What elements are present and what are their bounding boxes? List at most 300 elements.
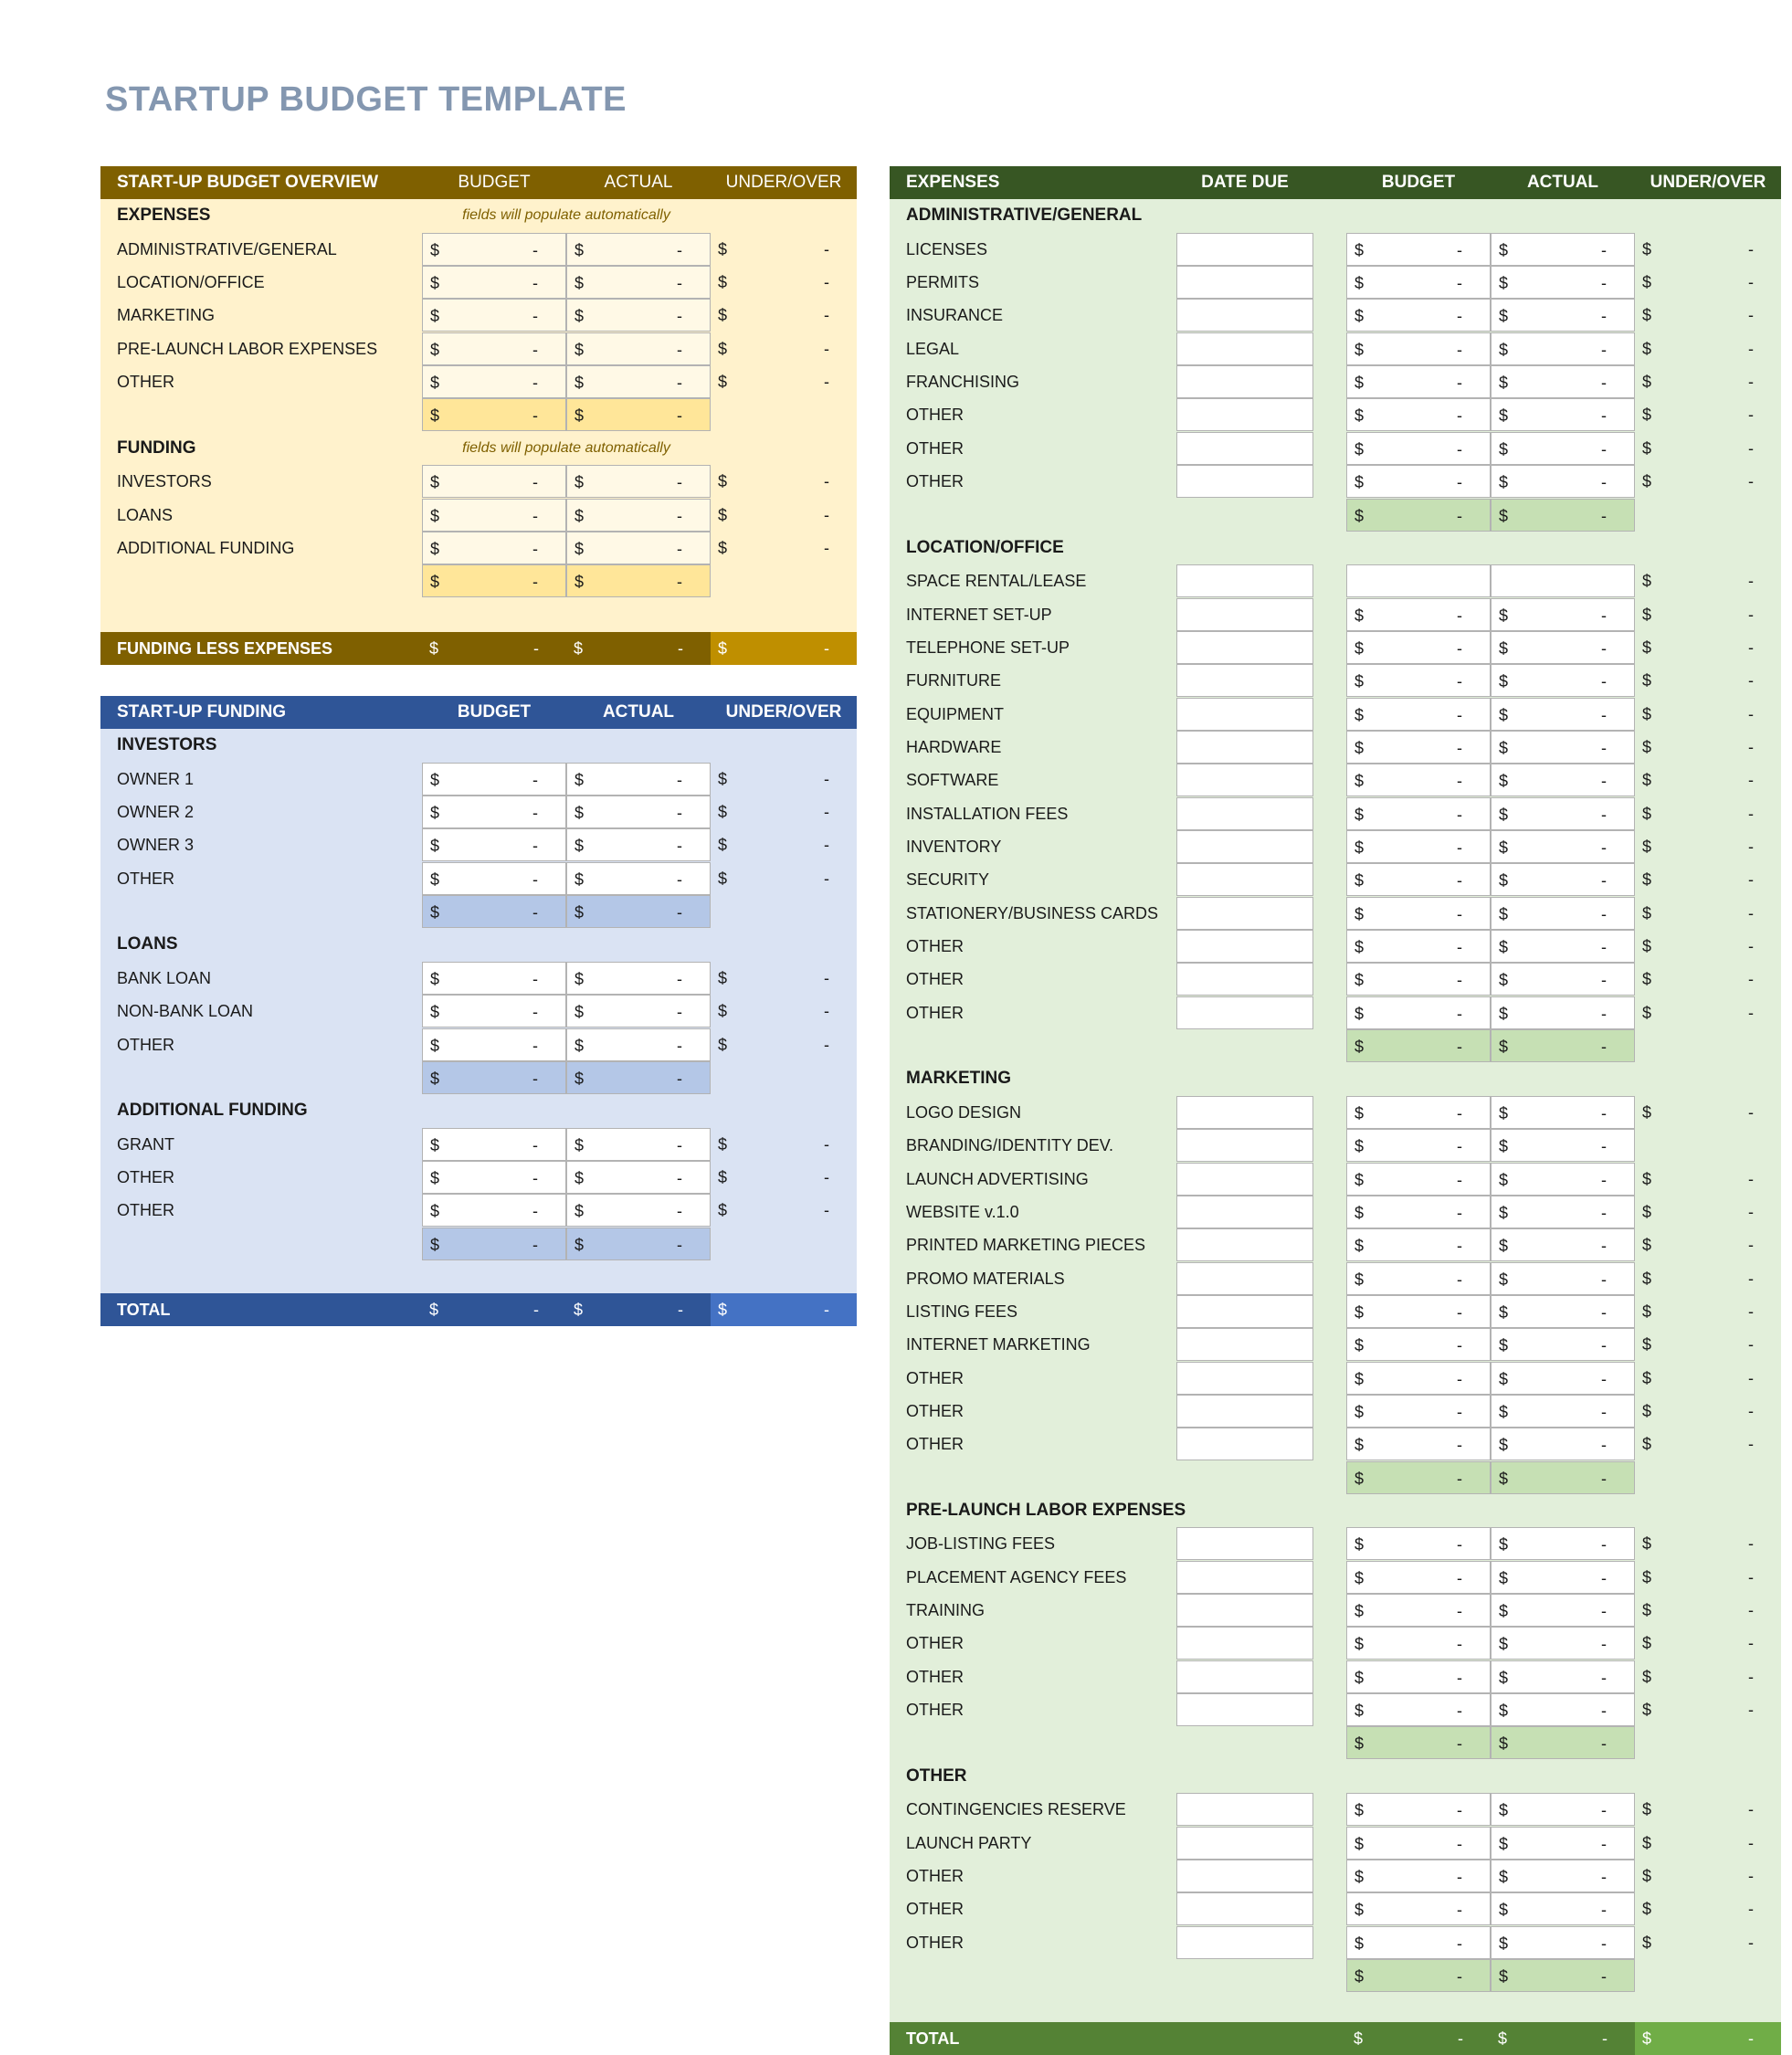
currency-symbol: $ xyxy=(1499,838,1509,857)
currency-symbol: $ xyxy=(1642,1667,1652,1686)
admin-other-7-budget[interactable] xyxy=(1346,465,1491,498)
currency-symbol: $ xyxy=(1499,672,1509,691)
currency-symbol: $ xyxy=(1499,1004,1509,1023)
marketing-promo-materials-5-actual[interactable] xyxy=(1491,1262,1635,1295)
location-hardware-5-actual[interactable] xyxy=(1491,731,1635,764)
labor-other-3-actual[interactable] xyxy=(1491,1627,1635,1660)
admin-insurance-2-date-due[interactable] xyxy=(1176,299,1313,332)
currency-symbol: $ xyxy=(430,274,440,293)
location-other-12-date-due[interactable] xyxy=(1176,963,1313,996)
labor-other-4-date-due[interactable] xyxy=(1176,1660,1313,1693)
location-security-9-under-over xyxy=(1635,863,1781,896)
admin-legal-3-date-due[interactable] xyxy=(1176,332,1313,365)
value: - xyxy=(532,1036,538,1055)
overview-expense-marketing-under-over xyxy=(711,299,857,332)
currency-symbol: $ xyxy=(430,1235,440,1254)
currency-symbol: $ xyxy=(1499,1867,1509,1886)
currency-symbol: $ xyxy=(1355,1801,1365,1820)
location-other-11-budget[interactable] xyxy=(1346,930,1491,963)
currency-symbol: $ xyxy=(1499,805,1509,824)
marketing-other-9-date-due[interactable] xyxy=(1176,1395,1313,1428)
location-installation-fees-7-under-over xyxy=(1635,797,1781,830)
admin-licenses-0-budget[interactable] xyxy=(1346,233,1491,266)
currency-symbol: $ xyxy=(1642,1368,1652,1387)
funding-header xyxy=(100,696,857,729)
admin-other-6-label: OTHER xyxy=(906,438,964,458)
other-expenses-other-4-date-due[interactable] xyxy=(1176,1926,1313,1959)
currency-symbol: $ xyxy=(1499,506,1509,525)
value: - xyxy=(1457,871,1462,890)
currency-symbol: $ xyxy=(1499,1402,1509,1421)
loans-non-bank-loan-budget[interactable] xyxy=(422,995,566,1028)
additional-funding-other-budget[interactable] xyxy=(422,1161,566,1194)
other-expenses-other-4-budget[interactable] xyxy=(1346,1926,1491,1959)
additional-funding-other-under-over xyxy=(711,1161,857,1194)
additional-funding-other-actual[interactable] xyxy=(566,1194,711,1227)
location-space-rental-lease-0-budget[interactable] xyxy=(1346,564,1491,597)
overview-expense-pre-launch-labor-expenses-budget xyxy=(422,332,566,365)
overview-expense-other-budget xyxy=(422,365,566,398)
marketing-website-v-1-0-3-label: WEBSITE v.1.0 xyxy=(906,1202,1019,1221)
marketing-launch-advertising-2-actual[interactable] xyxy=(1491,1163,1635,1196)
investors-owner-3-budget[interactable] xyxy=(422,828,566,861)
location-telephone-set-up-2-actual[interactable] xyxy=(1491,631,1635,664)
funding-total-label: TOTAL xyxy=(117,1301,171,1319)
overview-panel xyxy=(100,166,857,665)
location-internet-set-up-1-label: INTERNET SET-UP xyxy=(906,605,1052,624)
location-other-13-actual[interactable] xyxy=(1491,996,1635,1029)
labor-training-2-date-due[interactable] xyxy=(1176,1594,1313,1627)
currency-symbol: $ xyxy=(1499,307,1509,326)
location-subtotal-actual xyxy=(1491,1029,1635,1062)
location-internet-set-up-1-actual[interactable] xyxy=(1491,598,1635,631)
currency-symbol: $ xyxy=(1355,1867,1365,1886)
location-software-6-date-due[interactable] xyxy=(1176,764,1313,796)
location-telephone-set-up-2-budget[interactable] xyxy=(1346,631,1491,664)
marketing-listing-fees-6-budget[interactable] xyxy=(1346,1295,1491,1328)
currency-symbol: $ xyxy=(1355,871,1365,890)
value: - xyxy=(1457,938,1462,957)
funding-less-expenses-row xyxy=(100,632,857,665)
labor-job-listing-fees-0-budget[interactable] xyxy=(1346,1527,1491,1560)
labor-other-3-budget[interactable] xyxy=(1346,1627,1491,1660)
value: - xyxy=(1457,406,1462,426)
currency-symbol: $ xyxy=(430,1003,440,1022)
currency-symbol: $ xyxy=(1499,871,1509,890)
currency-symbol: $ xyxy=(718,803,728,822)
admin-other-7-actual[interactable] xyxy=(1491,465,1635,498)
marketing-other-10-date-due[interactable] xyxy=(1176,1428,1313,1460)
value: - xyxy=(1601,705,1607,724)
labor-placement-agency-fees-1-date-due[interactable] xyxy=(1176,1561,1313,1594)
marketing-logo-design-0-actual[interactable] xyxy=(1491,1096,1635,1129)
location-equipment-4-date-due[interactable] xyxy=(1176,698,1313,731)
currency-symbol: $ xyxy=(1642,1102,1652,1122)
value: - xyxy=(1457,1237,1462,1256)
marketing-website-v-1-0-3-actual[interactable] xyxy=(1491,1196,1635,1228)
additional-funding-grant-budget[interactable] xyxy=(422,1128,566,1161)
currency-symbol: $ xyxy=(1355,1469,1365,1488)
admin-other-5-label: OTHER xyxy=(906,406,964,425)
location-stationery-business-cards-10-actual[interactable] xyxy=(1491,897,1635,930)
location-internet-set-up-1-date-due[interactable] xyxy=(1176,598,1313,631)
fle-actual: $ - xyxy=(574,639,683,658)
other-expenses-other-3-actual[interactable] xyxy=(1491,1892,1635,1925)
marketing-branding-identity-dev-1-actual[interactable] xyxy=(1491,1129,1635,1162)
value: - xyxy=(824,1134,829,1154)
labor-training-2-budget[interactable] xyxy=(1346,1594,1491,1627)
investors-other-actual[interactable] xyxy=(566,862,711,895)
location-other-13-budget[interactable] xyxy=(1346,996,1491,1029)
location-installation-fees-7-budget[interactable] xyxy=(1346,797,1491,830)
marketing-listing-fees-6-actual[interactable] xyxy=(1491,1295,1635,1328)
labor-other-5-date-due[interactable] xyxy=(1176,1693,1313,1726)
marketing-website-v-1-0-3-date-due[interactable] xyxy=(1176,1196,1313,1228)
investors-owner-1-budget[interactable] xyxy=(422,763,566,796)
location-security-9-actual[interactable] xyxy=(1491,863,1635,896)
other-expenses-launch-party-1-budget[interactable] xyxy=(1346,1827,1491,1860)
labor-other-4-budget[interactable] xyxy=(1346,1660,1491,1693)
location-internet-set-up-1-budget[interactable] xyxy=(1346,598,1491,631)
investors-owner-3-actual[interactable] xyxy=(566,828,711,861)
currency-symbol: $ xyxy=(1355,1966,1365,1986)
other-expenses-launch-party-1-actual[interactable] xyxy=(1491,1827,1635,1860)
currency-symbol: $ xyxy=(1499,1336,1509,1355)
value: - xyxy=(1457,274,1462,293)
value: - xyxy=(824,769,829,788)
funding-header-budget: BUDGET xyxy=(457,702,532,722)
admin-legal-3-actual[interactable] xyxy=(1491,332,1635,365)
admin-permits-1-budget[interactable] xyxy=(1346,266,1491,299)
admin-insurance-2-budget[interactable] xyxy=(1346,299,1491,332)
marketing-promo-materials-5-date-due[interactable] xyxy=(1176,1262,1313,1295)
loans-non-bank-loan-actual[interactable] xyxy=(566,995,711,1028)
overview-expense-marketing-label: MARKETING xyxy=(117,306,216,325)
loans-other-budget[interactable] xyxy=(422,1028,566,1061)
location-space-rental-lease-0-label: SPACE RENTAL/LEASE xyxy=(906,572,1087,591)
marketing-printed-marketing-pieces-4-budget[interactable] xyxy=(1346,1228,1491,1261)
location-software-6-budget[interactable] xyxy=(1346,764,1491,796)
currency-symbol: $ xyxy=(1499,1436,1509,1455)
value: - xyxy=(677,1036,682,1055)
currency-symbol: $ xyxy=(430,969,440,988)
location-stationery-business-cards-10-label: STATIONERY/BUSINESS CARDS xyxy=(906,903,1159,922)
marketing-listing-fees-6-date-due[interactable] xyxy=(1176,1295,1313,1328)
currency-symbol: $ xyxy=(430,1202,440,1221)
currency-symbol: $ xyxy=(718,339,728,358)
location-furniture-3-date-due[interactable] xyxy=(1176,664,1313,697)
value: - xyxy=(824,538,829,557)
other-expenses-other-4-label: OTHER xyxy=(906,1933,964,1952)
value: - xyxy=(1601,439,1607,458)
labor-training-2-label: TRAINING xyxy=(906,1601,986,1620)
other-expenses-other-2-budget[interactable] xyxy=(1346,1860,1491,1892)
other-expenses-other-3-label: OTHER xyxy=(906,1900,964,1919)
location-other-11-date-due[interactable] xyxy=(1176,930,1313,963)
other-expenses-other-2-actual[interactable] xyxy=(1491,1860,1635,1892)
overview-funding-additional-funding-under-over xyxy=(711,532,857,564)
additional-funding-subtotal-budget xyxy=(422,1228,566,1260)
admin-other-7-date-due[interactable] xyxy=(1176,465,1313,498)
marketing-printed-marketing-pieces-4-date-due[interactable] xyxy=(1176,1228,1313,1261)
marketing-listing-fees-6-label: LISTING FEES xyxy=(906,1302,1018,1321)
marketing-logo-design-0-budget[interactable] xyxy=(1346,1096,1491,1129)
currency-symbol: $ xyxy=(1499,1834,1509,1853)
currency-symbol: $ xyxy=(718,273,728,292)
marketing-printed-marketing-pieces-4-actual[interactable] xyxy=(1491,1228,1635,1261)
value: - xyxy=(677,869,682,889)
location-space-rental-lease-0-actual[interactable] xyxy=(1491,564,1635,597)
location-inventory-8-date-due[interactable] xyxy=(1176,830,1313,863)
admin-other-6-budget[interactable] xyxy=(1346,432,1491,465)
admin-other-5-budget[interactable] xyxy=(1346,398,1491,431)
location-inventory-8-budget[interactable] xyxy=(1346,830,1491,863)
additional-funding-label: ADDITIONAL FUNDING xyxy=(117,1101,308,1121)
currency-symbol: $ xyxy=(1642,1866,1652,1885)
other-expenses-other-4-actual[interactable] xyxy=(1491,1926,1635,1959)
currency-symbol: $ xyxy=(718,869,728,888)
value: - xyxy=(1601,1867,1607,1886)
additional-funding-grant-under-over xyxy=(711,1128,857,1161)
location-other-12-actual[interactable] xyxy=(1491,963,1635,996)
currency-symbol: $ xyxy=(1499,1602,1509,1621)
location-security-9-budget[interactable] xyxy=(1346,863,1491,896)
location-other-12-budget[interactable] xyxy=(1346,963,1491,996)
additional-funding-other-budget[interactable] xyxy=(422,1194,566,1227)
labor-other-4-actual[interactable] xyxy=(1491,1660,1635,1693)
currency-symbol: $ xyxy=(1355,1602,1365,1621)
marketing-internet-marketing-7-date-due[interactable] xyxy=(1176,1328,1313,1361)
expenses-total-budget: $ - xyxy=(1354,2029,1463,2048)
labor-placement-agency-fees-1-actual[interactable] xyxy=(1491,1561,1635,1594)
location-equipment-4-actual[interactable] xyxy=(1491,698,1635,731)
location-hardware-5-date-due[interactable] xyxy=(1176,731,1313,764)
value: - xyxy=(1457,506,1462,525)
labor-training-2-under-over xyxy=(1635,1594,1781,1627)
location-security-9-date-due[interactable] xyxy=(1176,863,1313,896)
value: - xyxy=(1601,1966,1607,1986)
currency-symbol: $ xyxy=(718,1201,728,1220)
admin-other-6-date-due[interactable] xyxy=(1176,432,1313,465)
additional-funding-other-actual[interactable] xyxy=(566,1161,711,1194)
labor-job-listing-fees-0-date-due[interactable] xyxy=(1176,1527,1313,1560)
value: - xyxy=(1601,772,1607,791)
funding-less-expenses-label: FUNDING LESS EXPENSES xyxy=(117,639,333,658)
currency-symbol: $ xyxy=(1499,1237,1509,1256)
location-equipment-4-budget[interactable] xyxy=(1346,698,1491,731)
location-furniture-3-actual[interactable] xyxy=(1491,664,1635,697)
labor-other-5-budget[interactable] xyxy=(1346,1693,1491,1726)
admin-permits-1-actual[interactable] xyxy=(1491,266,1635,299)
marketing-branding-identity-dev-1-budget[interactable] xyxy=(1346,1129,1491,1162)
marketing-internet-marketing-7-actual[interactable] xyxy=(1491,1328,1635,1361)
currency-symbol: $ xyxy=(1355,606,1365,625)
funding-header-actual: ACTUAL xyxy=(602,702,675,722)
investors-owner-1-actual[interactable] xyxy=(566,763,711,796)
marketing-branding-identity-dev-1-date-due[interactable] xyxy=(1176,1129,1313,1162)
admin-permits-1-date-due[interactable] xyxy=(1176,266,1313,299)
admin-other-5-date-due[interactable] xyxy=(1176,398,1313,431)
currency-symbol: $ xyxy=(574,1003,585,1022)
marketing-logo-design-0-date-due[interactable] xyxy=(1176,1096,1313,1129)
labor-job-listing-fees-0-actual[interactable] xyxy=(1491,1527,1635,1560)
loans-bank-loan-budget[interactable] xyxy=(422,962,566,995)
currency-symbol: $ xyxy=(430,1069,440,1088)
value: - xyxy=(1748,1401,1754,1420)
marketing-other-9-actual[interactable] xyxy=(1491,1395,1635,1428)
value: - xyxy=(1601,1934,1607,1953)
other-expenses-other-3-budget[interactable] xyxy=(1346,1892,1491,1925)
marketing-printed-marketing-pieces-4-under-over xyxy=(1635,1228,1781,1261)
other-expenses-other-3-date-due[interactable] xyxy=(1176,1892,1313,1925)
value: - xyxy=(1457,1867,1462,1886)
marketing-launch-advertising-2-date-due[interactable] xyxy=(1176,1163,1313,1196)
value: - xyxy=(1748,1368,1754,1387)
admin-franchising-4-actual[interactable] xyxy=(1491,365,1635,398)
value: - xyxy=(677,340,682,359)
marketing-logo-design-0-under-over xyxy=(1635,1096,1781,1129)
currency-symbol: $ xyxy=(1355,672,1365,691)
marketing-launch-advertising-2-budget[interactable] xyxy=(1346,1163,1491,1196)
labor-subtotal-budget xyxy=(1346,1726,1491,1759)
currency-symbol: $ xyxy=(430,374,440,393)
other-expenses-contingencies-reserve-0-date-due[interactable] xyxy=(1176,1793,1313,1826)
admin-licenses-0-date-due[interactable] xyxy=(1176,233,1313,266)
value: - xyxy=(824,1201,829,1220)
location-other-11-actual[interactable] xyxy=(1491,930,1635,963)
labor-other-3-date-due[interactable] xyxy=(1176,1627,1313,1660)
marketing-other-8-actual[interactable] xyxy=(1491,1362,1635,1395)
currency-symbol: $ xyxy=(1355,439,1365,458)
value: - xyxy=(1601,1535,1607,1554)
currency-symbol: $ xyxy=(1642,572,1652,591)
admin-insurance-2-actual[interactable] xyxy=(1491,299,1635,332)
currency-symbol: $ xyxy=(1355,1170,1365,1189)
currency-symbol: $ xyxy=(718,239,728,258)
location-inventory-8-actual[interactable] xyxy=(1491,830,1635,863)
value: - xyxy=(1748,1701,1754,1720)
value: - xyxy=(1457,1469,1462,1488)
currency-symbol: $ xyxy=(718,538,728,557)
marketing-internet-marketing-7-under-over xyxy=(1635,1328,1781,1361)
currency-symbol: $ xyxy=(430,804,440,823)
labor-placement-agency-fees-1-budget[interactable] xyxy=(1346,1561,1491,1594)
currency-symbol: $ xyxy=(1499,738,1509,757)
overview-expense-other-under-over xyxy=(711,365,857,398)
currency-symbol: $ xyxy=(1499,772,1509,791)
marketing-other-8-budget[interactable] xyxy=(1346,1362,1491,1395)
location-telephone-set-up-2-date-due[interactable] xyxy=(1176,631,1313,664)
value: - xyxy=(1457,1734,1462,1754)
labor-other-5-actual[interactable] xyxy=(1491,1693,1635,1726)
location-furniture-3-budget[interactable] xyxy=(1346,664,1491,697)
currency-symbol: $ xyxy=(574,274,585,293)
currency-symbol: $ xyxy=(1499,1369,1509,1388)
admin-other-5-under-over xyxy=(1635,398,1781,431)
marketing-other-9-budget[interactable] xyxy=(1346,1395,1491,1428)
currency-symbol: $ xyxy=(1642,373,1652,392)
admin-legal-3-under-over xyxy=(1635,332,1781,365)
overview-note: fields will populate automatically xyxy=(462,439,670,456)
value: - xyxy=(1748,472,1754,491)
admin-other-5-actual[interactable] xyxy=(1491,398,1635,431)
marketing-internet-marketing-7-budget[interactable] xyxy=(1346,1328,1491,1361)
value: - xyxy=(1457,1137,1462,1156)
admin-franchising-4-date-due[interactable] xyxy=(1176,365,1313,398)
value: - xyxy=(1457,1436,1462,1455)
location-software-6-actual[interactable] xyxy=(1491,764,1635,796)
other-expenses-contingencies-reserve-0-actual[interactable] xyxy=(1491,1793,1635,1826)
value: - xyxy=(1457,1203,1462,1222)
location-installation-fees-7-date-due[interactable] xyxy=(1176,797,1313,830)
marketing-other-8-date-due[interactable] xyxy=(1176,1362,1313,1395)
expenses-panel xyxy=(890,166,1781,2055)
labor-training-2-actual[interactable] xyxy=(1491,1594,1635,1627)
value: - xyxy=(1748,239,1754,258)
marketing-website-v-1-0-3-under-over xyxy=(1635,1196,1781,1228)
location-stationery-business-cards-10-date-due[interactable] xyxy=(1176,897,1313,930)
currency-symbol: $ xyxy=(1355,772,1365,791)
currency-symbol: $ xyxy=(1642,771,1652,790)
currency-symbol: $ xyxy=(574,869,585,889)
investors-other-budget[interactable] xyxy=(422,862,566,895)
loans-bank-loan-actual[interactable] xyxy=(566,962,711,995)
location-installation-fees-7-actual[interactable] xyxy=(1491,797,1635,830)
marketing-other-10-under-over xyxy=(1635,1428,1781,1460)
value: - xyxy=(1748,306,1754,325)
admin-licenses-0-actual[interactable] xyxy=(1491,233,1635,266)
currency-symbol: $ xyxy=(1642,638,1652,657)
currency-symbol: $ xyxy=(1499,971,1509,990)
currency-symbol: $ xyxy=(1499,1635,1509,1654)
location-hardware-5-budget[interactable] xyxy=(1346,731,1491,764)
currency-symbol: $ xyxy=(1355,1535,1365,1554)
investors-owner-2-actual[interactable] xyxy=(566,796,711,828)
currency-symbol: $ xyxy=(1499,1801,1509,1820)
other-expenses-contingencies-reserve-0-budget[interactable] xyxy=(1346,1793,1491,1826)
value: - xyxy=(1457,606,1462,625)
admin-franchising-4-budget[interactable] xyxy=(1346,365,1491,398)
marketing-other-10-actual[interactable] xyxy=(1491,1428,1635,1460)
admin-other-6-actual[interactable] xyxy=(1491,432,1635,465)
marketing-other-10-budget[interactable] xyxy=(1346,1428,1491,1460)
value: - xyxy=(532,1168,538,1187)
marketing-website-v-1-0-3-budget[interactable] xyxy=(1346,1196,1491,1228)
additional-funding-grant-actual[interactable] xyxy=(566,1128,711,1161)
other-expenses-other-4-under-over xyxy=(1635,1926,1781,1959)
investors-owner-2-budget[interactable] xyxy=(422,796,566,828)
location-stationery-business-cards-10-budget[interactable] xyxy=(1346,897,1491,930)
value: - xyxy=(1457,1901,1462,1920)
other-expenses-launch-party-1-date-due[interactable] xyxy=(1176,1827,1313,1860)
admin-legal-3-budget[interactable] xyxy=(1346,332,1491,365)
admin-licenses-0-under-over xyxy=(1635,233,1781,266)
value: - xyxy=(677,1135,682,1154)
value: - xyxy=(1748,903,1754,922)
value: - xyxy=(1748,1634,1754,1653)
value: - xyxy=(1601,1734,1607,1754)
other-expenses-other-2-date-due[interactable] xyxy=(1176,1860,1313,1892)
location-space-rental-lease-0-date-due[interactable] xyxy=(1176,564,1313,597)
location-other-13-date-due[interactable] xyxy=(1176,996,1313,1029)
currency-symbol: $ xyxy=(718,505,728,524)
value: - xyxy=(532,969,538,988)
currency-symbol: $ xyxy=(1642,1900,1652,1919)
currency-symbol: $ xyxy=(574,1168,585,1187)
value: - xyxy=(1748,339,1754,358)
marketing-promo-materials-5-budget[interactable] xyxy=(1346,1262,1491,1295)
loans-other-actual[interactable] xyxy=(566,1028,711,1061)
